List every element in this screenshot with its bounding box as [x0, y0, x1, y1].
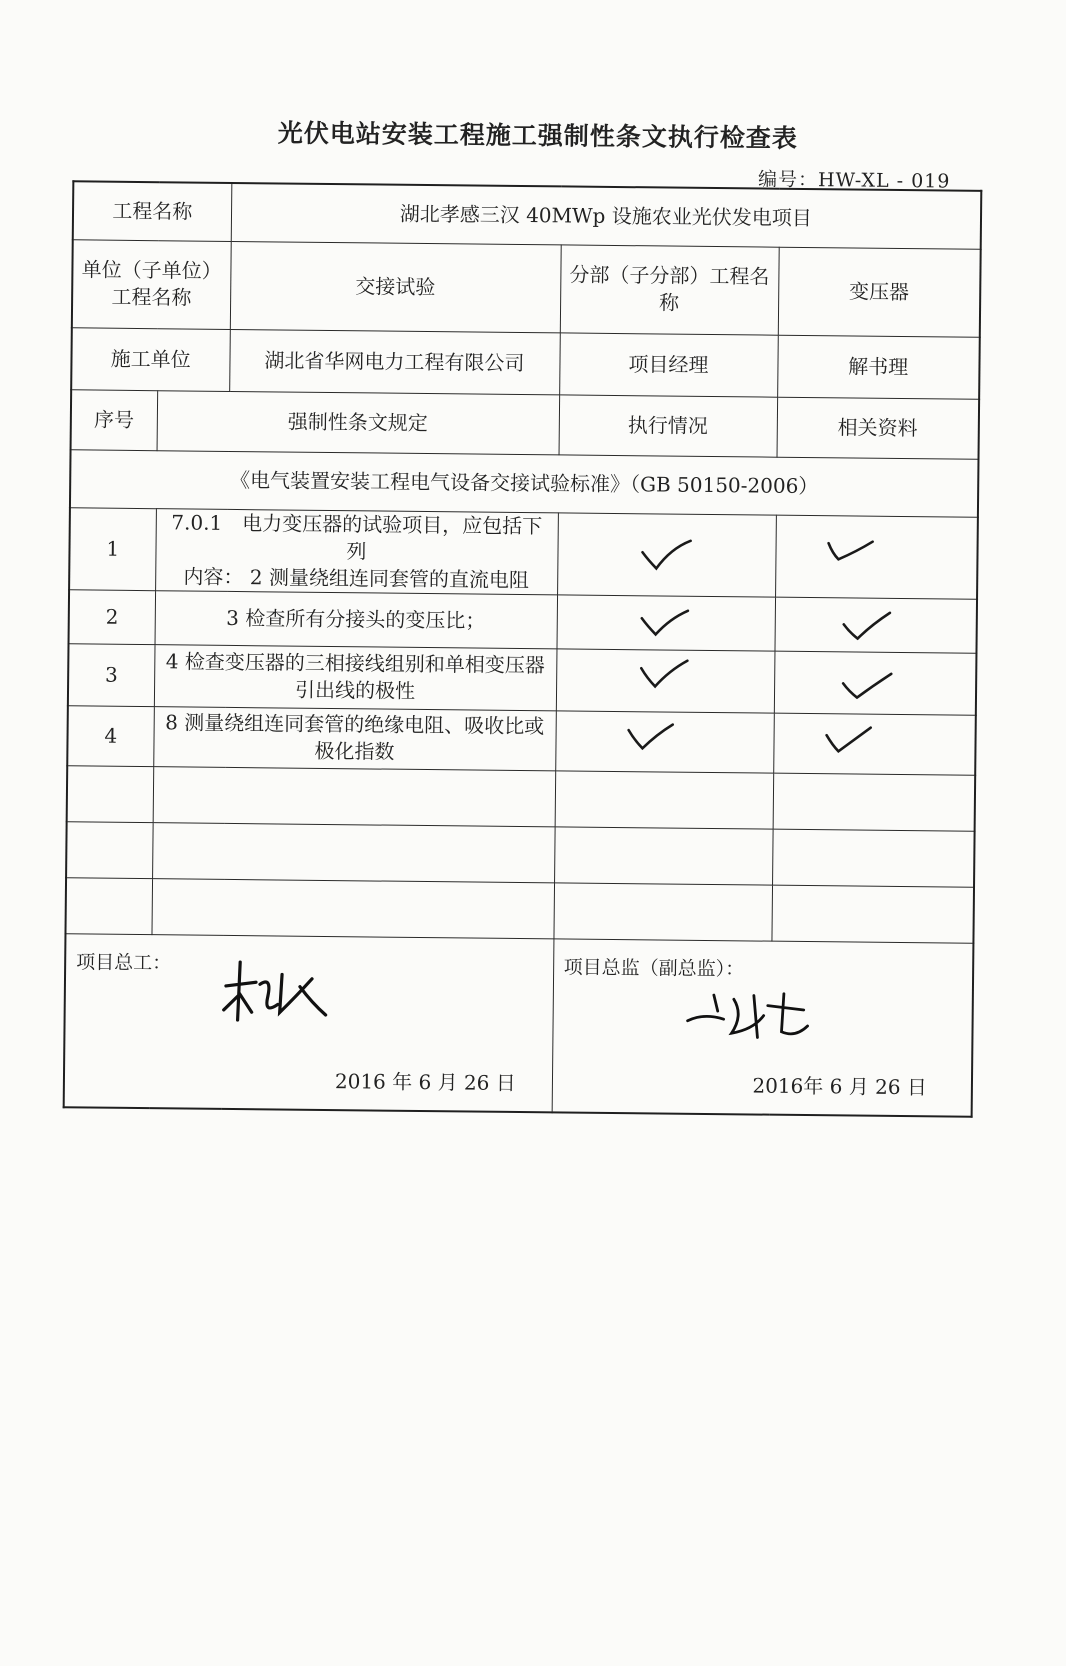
- checkmark-icon: [636, 604, 696, 641]
- row-clause: [153, 706, 556, 770]
- subunit-label: 分部（子分部）工程名称: [560, 244, 779, 334]
- clause-header: 强制性条文规定: [157, 390, 560, 454]
- checkmark-icon: [822, 531, 882, 568]
- clause-line: 极化指数: [314, 738, 395, 764]
- empty-row: [65, 877, 974, 943]
- clause-line: 8 测量绕组连同套管的绝缘电阻、吸收比或: [165, 710, 545, 739]
- row-seq: 3: [68, 643, 155, 706]
- clause-line: 7.0.1 电力变压器的试验项目，应包括下列: [171, 509, 543, 563]
- subunit-value: 变压器: [778, 247, 981, 337]
- seq-header: 序号: [71, 389, 158, 450]
- docs-cell: [774, 651, 977, 715]
- column-header-row: [71, 389, 980, 459]
- signature-row: [64, 933, 974, 1116]
- standard-row: [70, 449, 979, 517]
- standard-title: 《电气装置安装工程电气设备交接试验标准》（GB 50150-2006）: [70, 449, 979, 517]
- docs-cell: [774, 597, 977, 653]
- execution-cell: [557, 512, 776, 596]
- table-row: [68, 643, 977, 715]
- checkmark-icon: [622, 718, 682, 755]
- handwritten-signature: [683, 984, 814, 1045]
- execution-cell: [556, 594, 775, 650]
- empty-row: [66, 821, 975, 887]
- clause-line: 内容： 2 测量绕组连同套管的直流电阻: [183, 563, 530, 592]
- checkmark-icon: [820, 721, 880, 758]
- chief-engineer-label: 项目总工：: [76, 950, 172, 974]
- contractor-row: [71, 327, 980, 399]
- empty-row: [67, 765, 976, 831]
- row-seq: 2: [69, 589, 156, 644]
- table-row: [69, 589, 978, 653]
- table-row: [69, 507, 978, 599]
- project-name-value: 湖北孝感三汉 40MWp 设施农业光伏发电项目: [231, 183, 982, 249]
- manager-label: 项目经理: [559, 332, 778, 396]
- supervisor-signature-cell: [552, 938, 974, 1116]
- contractor-value: 湖北省华网电力工程有限公司: [229, 329, 560, 394]
- row-clause: [154, 644, 557, 710]
- clause-line: 引出线的极性: [294, 677, 416, 703]
- supervisor-label: 项目总监（副总监）：: [563, 955, 745, 980]
- unit-label: 单位（子单位）工程名称: [72, 239, 231, 329]
- supervisor-date: 2016年 6 月 26 日: [752, 1073, 928, 1100]
- docs-cell: [773, 713, 976, 775]
- checkmark-icon: [836, 667, 896, 704]
- chief-engineer-date: 2016 年 6 月 26 日: [334, 1069, 516, 1095]
- clause-line: 3 检查所有分接头的变压比；: [226, 605, 486, 633]
- document-title: 光伏电站安装工程施工强制性条文执行检查表: [277, 118, 799, 153]
- checkmark-icon: [636, 536, 696, 573]
- inspection-table: [63, 180, 983, 1117]
- execution-cell: [555, 710, 774, 772]
- docs-cell: [775, 515, 978, 599]
- table-row: [67, 705, 976, 775]
- unit-row: [72, 239, 981, 337]
- contractor-label: 施工单位: [71, 327, 230, 391]
- handwritten-signature: [216, 955, 337, 1026]
- execution-cell: [556, 648, 775, 712]
- checkmark-icon: [837, 606, 897, 643]
- row-clause: [155, 508, 558, 594]
- row-clause: [155, 590, 558, 648]
- project-name-label: 工程名称: [73, 181, 232, 241]
- docs-header: 相关资料: [777, 397, 980, 459]
- row-seq: 4: [67, 705, 154, 766]
- checkmark-icon: [635, 656, 695, 693]
- clause-line: 4 检查变压器的三相接线组别和单相变压器: [165, 649, 545, 678]
- project-name-row: [73, 181, 982, 249]
- manager-value: 解书理: [777, 335, 980, 399]
- execution-header: 执行情况: [559, 394, 778, 456]
- document-code: 编号：HW-XL - 019: [757, 168, 951, 193]
- chief-engineer-signature-cell: [64, 933, 554, 1112]
- row-seq: 1: [69, 507, 156, 590]
- unit-value: 交接试验: [230, 241, 561, 332]
